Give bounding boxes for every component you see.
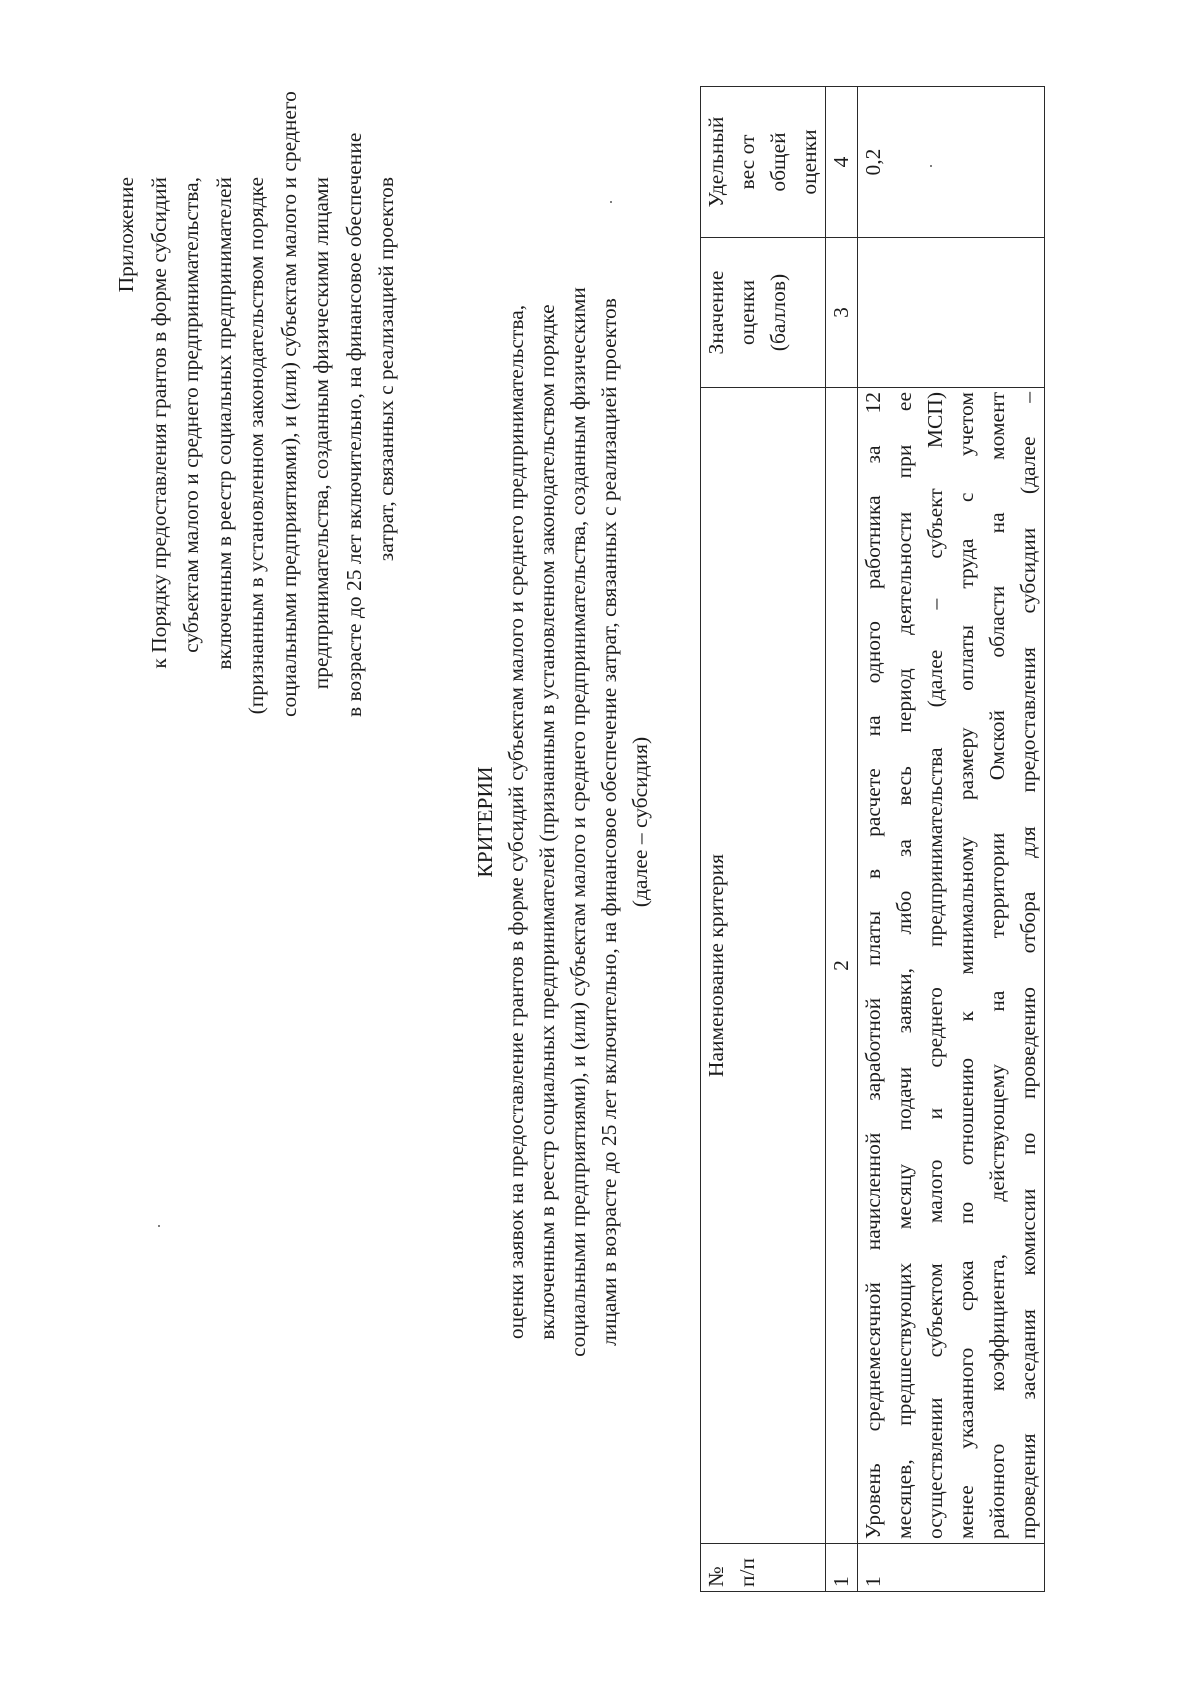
title-line: включенным в реестр социальных предпринимателей (признанным в установленном законодательством порядке xyxy=(535,304,559,1340)
appendix-line: предпринимательства, созданным физическими лицами xyxy=(309,177,333,690)
header-score: Значение оценки (баллов) xyxy=(701,238,826,388)
header-criterion-name: Наименование критерия xyxy=(701,388,826,1544)
appendix-block xyxy=(110,91,403,717)
column-number: 3 xyxy=(826,238,858,388)
table-row xyxy=(858,87,1045,1592)
header-weight: Удельный вес от общей оценки xyxy=(701,87,826,238)
criterion-description: Уровень среднемесячной начисленной заработной платы в расчете на одного работника за 12 месяцев, предшествующих месяцу подачи заявки, либо за весь период деятельности при ее осуществлении субъектом малого и среднего предпринимательства (далее – субъект МСП) менее указанного срока по отношению к минимальному размеру оплаты труда с учетом районного коэффициента, действующему на территории Омской области на момент проведения заседания комиссии по проведению отбора для предоставления субсидии (далее – xyxy=(858,388,1045,1544)
row-number: 1 xyxy=(858,1544,1045,1592)
scan-speck xyxy=(610,201,612,203)
title-line: (далее – субсидия) xyxy=(628,736,652,908)
column-number: 2 xyxy=(826,388,858,1544)
column-number-row xyxy=(826,87,858,1592)
appendix-line: (признанным в установленном законодательством порядке xyxy=(244,177,268,715)
scan-speck xyxy=(158,1225,160,1227)
appendix-line: в возрасте до 25 лет включительно, на финансовое обеспечение xyxy=(341,132,366,717)
appendix-line: субъектам малого и среднего предпринимательства, xyxy=(179,177,203,653)
criterion-score xyxy=(858,238,1045,388)
appendix-line: социальными предприятиями), и (или) субъектам малого и среднего xyxy=(276,91,301,717)
criteria-table xyxy=(700,86,1045,1592)
appendix-line: Приложение xyxy=(114,177,138,293)
appendix-line: включенным в реестр социальных предпринимателей xyxy=(211,177,236,670)
title-line: лицами в возрасте до 25 лет включительно, на финансовое обеспечение затрат, связанных с реализацией проектов xyxy=(597,298,621,1346)
criterion-weight: 0,2 xyxy=(858,87,1045,238)
document-title-block xyxy=(470,207,656,1437)
header-number: № п/п xyxy=(701,1544,826,1592)
column-number: 4 xyxy=(826,87,858,238)
title-line: оценки заявок на предоставление грантов в форме субсидий субъектам малого и среднего предпринимательства, xyxy=(504,304,528,1340)
appendix-line: затрат, связанных с реализацией проектов xyxy=(374,177,398,562)
scan-speck xyxy=(930,165,932,167)
appendix-line: к Порядку предоставления грантов в форме субсидий xyxy=(146,177,171,669)
column-number: 1 xyxy=(826,1544,858,1592)
title-line: социальными предприятиями), и (или) субъектам малого и среднего предпринимательства, созданным физическими xyxy=(566,287,590,1357)
table-header-row xyxy=(701,87,826,1592)
document-heading: КРИТЕРИИ xyxy=(473,766,497,878)
